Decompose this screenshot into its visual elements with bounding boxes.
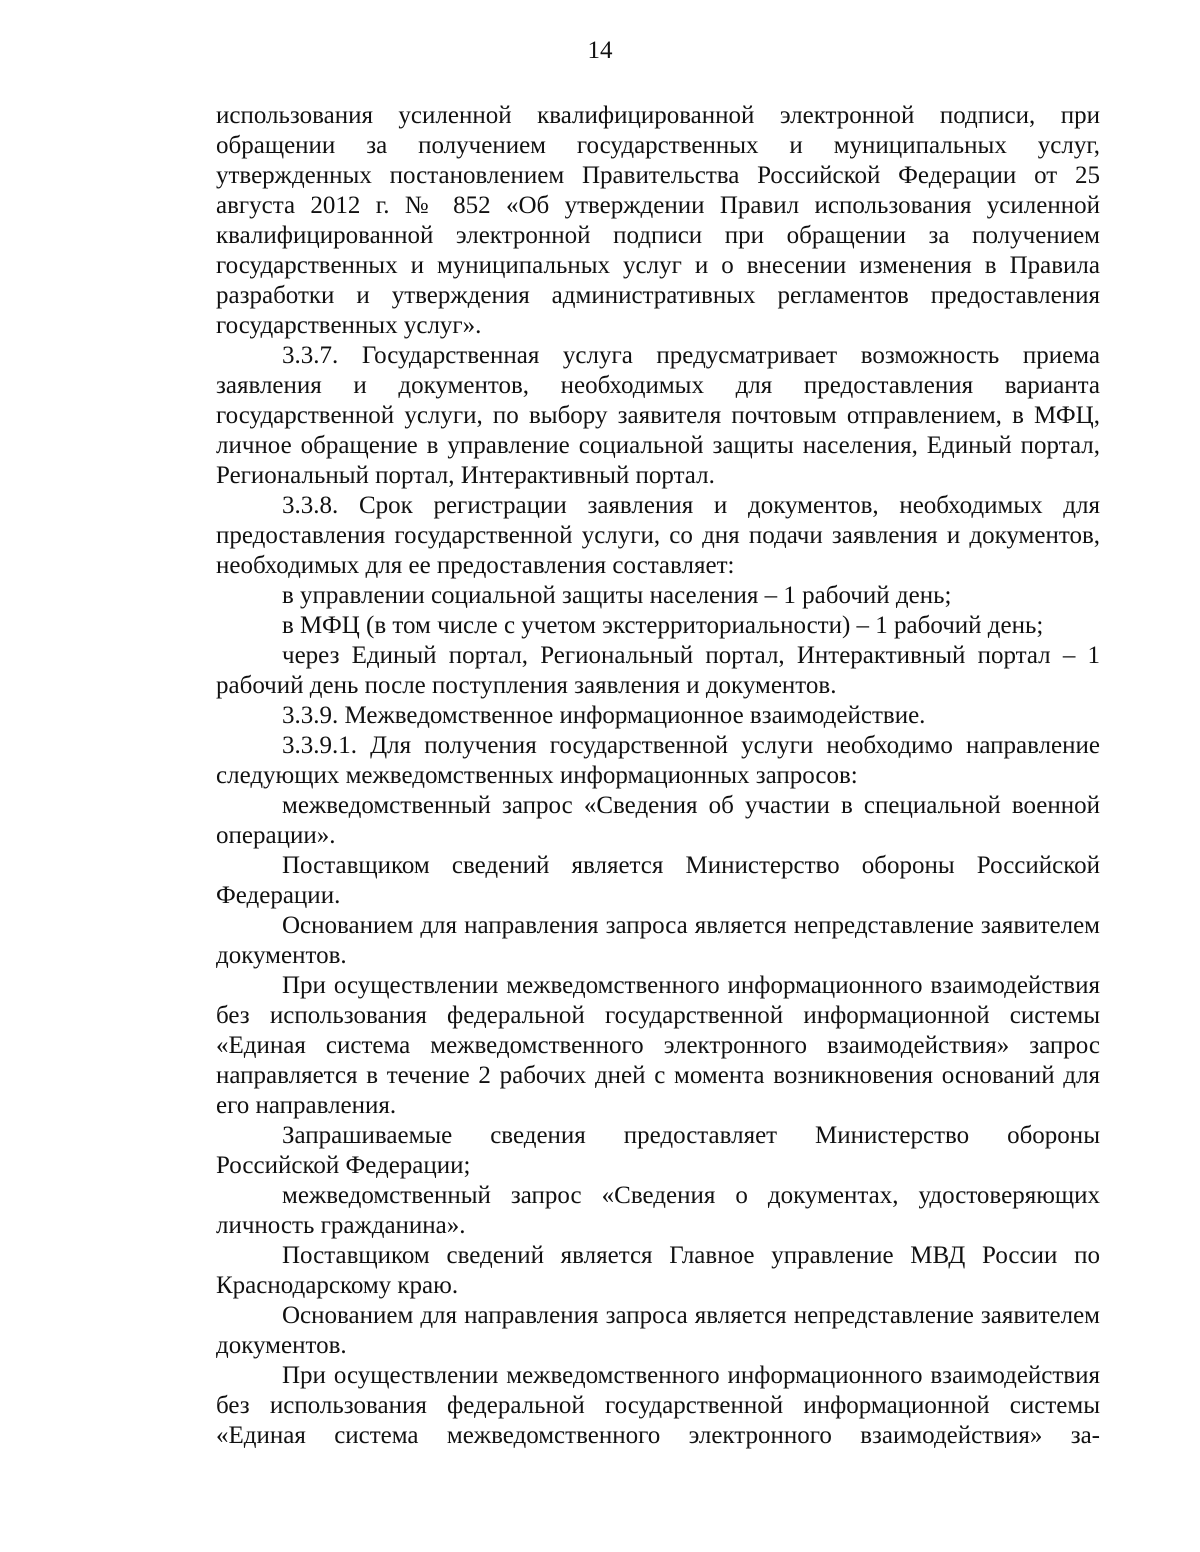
paragraph-registration-portal: через Единый портал, Региональный портал, Интерактивный портал – 1 рабочий день после поступления заявления и документов. [216, 642, 1100, 699]
paragraph-3-3-9: 3.3.9. Межведомственное информационное взаимодействие. [282, 702, 926, 729]
paragraph-request-identity: межведомственный запрос «Сведения о документах, удостоверяющих личность гражданина». [216, 1182, 1100, 1239]
paragraph-registration-mfc: в МФЦ (в том числе с учетом экстерриториальности) – 1 рабочий день; [282, 612, 1044, 639]
paragraph-basis-1: Основанием для направления запроса является непредставление заявителем документов. [216, 912, 1100, 969]
paragraph-provider-mvd: Поставщиком сведений является Главное управление МВД России по Краснодарскому краю. [216, 1242, 1100, 1299]
page-number: 14 [587, 37, 613, 64]
paragraph-3-3-8: 3.3.8. Срок регистрации заявления и документов, необходимых для предоставления государственной услуги, со дня подачи заявления и документов, необходимых для ее предоставления составляет: [216, 492, 1100, 579]
paragraph-3-3-7: 3.3.7. Государственная услуга предусматривает возможность приема заявления и документов, необходимых для предоставления варианта государственной услуги, по выбору заявителя почтовым отправлением, в МФЦ, личное обращение в управление социальной защиты населения, Единый портал, Региональный портал, Интерактивный портал. [216, 342, 1100, 489]
paragraph-requested-info-mod: Запрашиваемые сведения предоставляет Министерство обороны Российской Федерации; [216, 1122, 1100, 1179]
paragraph-basis-2: Основанием для направления запроса является непредставление заявителем документов. [216, 1302, 1100, 1359]
paragraph-registration-uszn: в управлении социальной защиты населения – 1 рабочий день; [282, 582, 952, 609]
paragraph-interaction-1: При осуществлении межведомственного информационного взаимодействия без использования федеральной государственной информационной системы «Единая система межведомственного электронного взаимодействия» запрос направляется в течение 2 рабочих дней с момента возникновения оснований для его направления. [216, 972, 1100, 1119]
paragraph-interaction-2: При осуществлении межведомственного информационного взаимодействия без использования федеральной государственной информационной системы «Единая система межведомственного электронного взаимодействия» за- [216, 1362, 1100, 1449]
paragraph-request-svo: межведомственный запрос «Сведения об участии в специальной военной операции». [216, 792, 1100, 849]
paragraph-esignature-rules: использования усиленной квалифицированной электронной подписи, при обращении за получением государственных и муниципальных услуг, утвержденных постановлением Правительства Российской Федерации от 25 августа 2012 г. № 852 «Об утверждении Правил использования усиленной квалифицированной электронной подписи при обращении за получением государственных и муниципальных услуг и о внесении изменения в Правила разработки и утверждения административных регламентов предоставления государственных услуг». [216, 102, 1100, 339]
document-body [216, 101, 1100, 1451]
paragraph-provider-mod: Поставщиком сведений является Министерство обороны Российской Федерации. [216, 852, 1100, 909]
paragraph-3-3-9-1: 3.3.9.1. Для получения государственной услуги необходимо направление следующих межведомственных информационных запросов: [216, 732, 1100, 789]
